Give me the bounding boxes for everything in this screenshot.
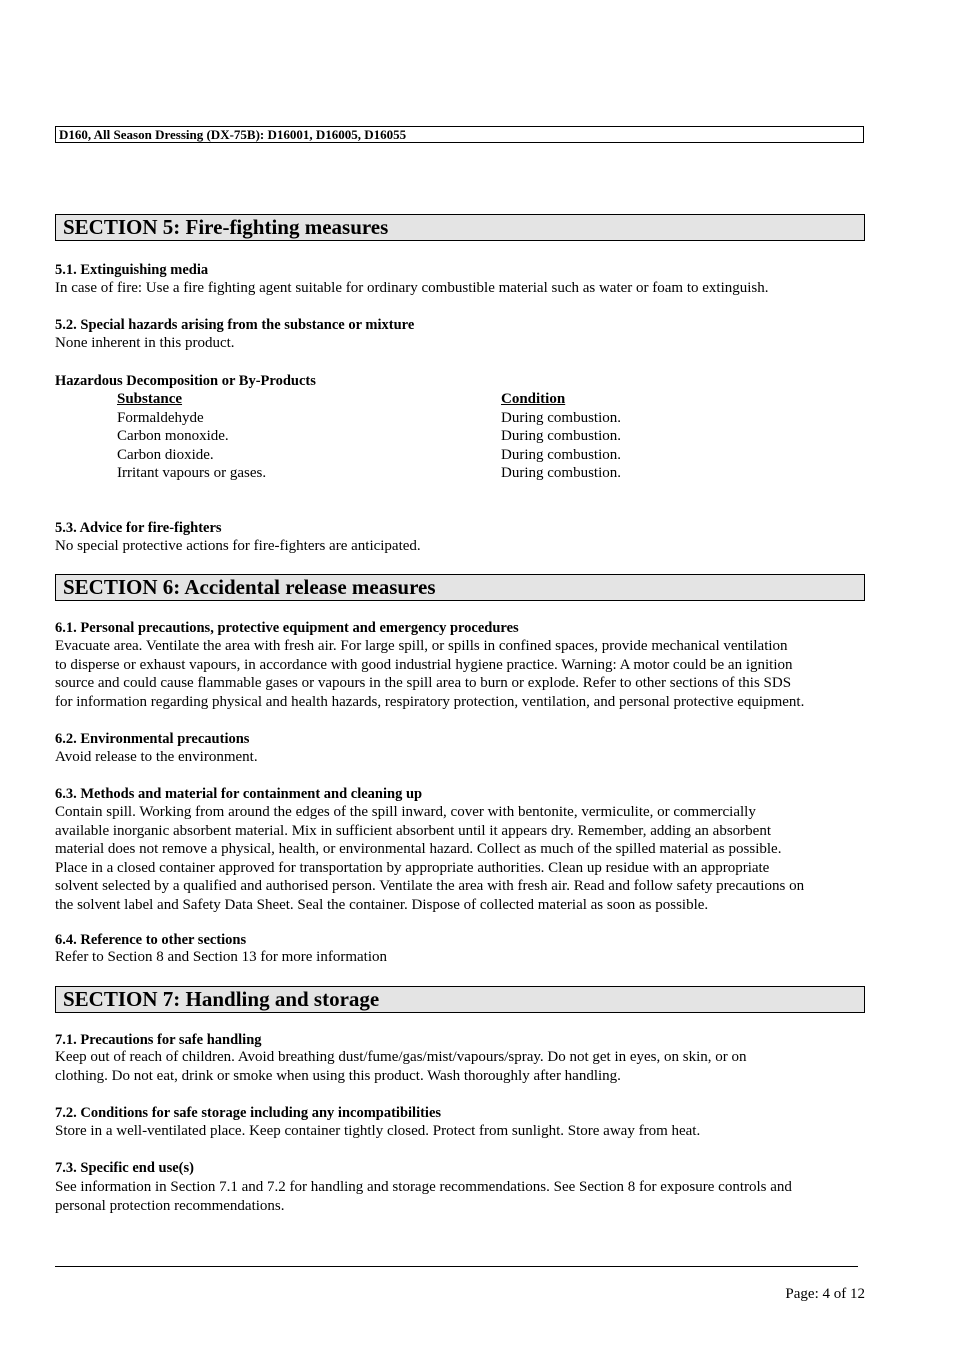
substance-cell: Formaldehyde xyxy=(117,409,204,426)
section-5-title: SECTION 5: Fire-fighting measures xyxy=(55,214,865,241)
text-line: Place in a closed container approved for transportation by appropriate authorities. Clean up residue with an appropriate xyxy=(55,859,770,876)
text-line: to disperse or exhaust vapours, in accordance with good industrial hygiene practice. Warning: A motor could be an ignition xyxy=(55,656,793,673)
heading-5-2: 5.2. Special hazards arising from the substance or mixture xyxy=(55,317,415,333)
table-header-row xyxy=(55,390,865,409)
text-line: for information regarding physical and health hazards, respiratory protection, ventilation, and personal protective equipment. xyxy=(55,693,805,710)
heading-6-4: 6.4. Reference to other sections xyxy=(55,932,247,948)
text-line: Contain spill. Working from around the edges of the spill inward, cover with bentonite, vermiculite, or commercially xyxy=(55,804,756,820)
column-header-substance: Substance xyxy=(117,391,183,407)
column-header-condition: Condition xyxy=(501,391,566,407)
text-line: material does not remove a physical, health, or environmental hazard. Collect as much of the spilled material as possible. xyxy=(55,841,782,857)
text-line: clothing. Do not eat, drink or smoke when using this product. Wash thoroughly after handling. xyxy=(55,1067,621,1084)
substance-cell: Irritant vapours or gases. xyxy=(117,465,267,481)
substance-cell: Carbon monoxide. xyxy=(117,428,229,444)
text-5-1: In case of fire: Use a fire fighting agent suitable for ordinary combustible material such as water or foam to extinguish. xyxy=(55,280,769,296)
text-7-3 xyxy=(55,1178,865,1215)
text-6-4: Refer to Section 8 and Section 13 for more information xyxy=(55,949,387,965)
heading-6-1: 6.1. Personal precautions, protective equipment and emergency procedures xyxy=(55,620,519,636)
page-number: Page: 4 of 12 xyxy=(785,1286,865,1302)
text-line: personal protection recommendations. xyxy=(55,1197,285,1214)
document-header: D160, All Season Dressing (DX-75B): D16001, D16005, D16055 xyxy=(55,126,864,143)
text-5-3: No special protective actions for fire-fighters are anticipated. xyxy=(55,538,421,554)
section-6-title: SECTION 6: Accidental release measures xyxy=(55,574,865,601)
heading-5-3: 5.3. Advice for fire-fighters xyxy=(55,520,222,536)
section-7-title: SECTION 7: Handling and storage xyxy=(55,986,865,1013)
text-6-1 xyxy=(55,637,865,711)
heading-7-2: 7.2. Conditions for safe storage including any incompatibilities xyxy=(55,1105,442,1121)
text-line: Keep out of reach of children. Avoid breathing dust/fume/gas/mist/vapours/spray. Do not get in eyes, on skin, or on xyxy=(55,1049,747,1065)
table-row xyxy=(55,427,865,446)
decomposition-table xyxy=(55,390,865,485)
condition-cell: During combustion. xyxy=(501,428,621,444)
text-line: solvent selected by a qualified and authorised person. Ventilate the area with fresh air. Read and follow safety precautions on xyxy=(55,878,805,894)
condition-cell: During combustion. xyxy=(501,409,621,426)
substance-cell: Carbon dioxide. xyxy=(117,446,214,463)
heading-hazardous-decomposition: Hazardous Decomposition or By-Products xyxy=(55,373,316,389)
text-line: available inorganic absorbent material. Mix in sufficient absorbent until it appears dry. Remember, adding an absorbent xyxy=(55,822,771,839)
condition-cell: During combustion. xyxy=(501,446,621,463)
heading-7-3: 7.3. Specific end use(s) xyxy=(55,1160,194,1176)
heading-6-3: 6.3. Methods and material for containment and cleaning up xyxy=(55,786,423,802)
heading-7-1: 7.1. Precautions for safe handling xyxy=(55,1032,262,1048)
table-row xyxy=(55,464,865,483)
heading-6-2: 6.2. Environmental precautions xyxy=(55,731,250,747)
condition-cell: During combustion. xyxy=(501,465,621,481)
text-7-2: Store in a well-ventilated place. Keep container tightly closed. Protect from sunlight. Store away from heat. xyxy=(55,1123,701,1139)
text-6-3 xyxy=(55,803,865,914)
text-6-2: Avoid release to the environment. xyxy=(55,749,258,765)
table-row xyxy=(55,409,865,428)
text-line: See information in Section 7.1 and 7.2 for handling and storage recommendations. See Section 8 for exposure controls and xyxy=(55,1179,792,1195)
text-5-2: None inherent in this product. xyxy=(55,335,235,351)
text-line: the solvent label and Safety Data Sheet. Seal the container. Dispose of collected material as soon as possible. xyxy=(55,896,709,913)
text-line: Evacuate area. Ventilate the area with fresh air. For large spill, or spills in confined spaces, provide mechanical ventilation xyxy=(55,638,788,654)
text-7-1 xyxy=(55,1048,865,1085)
heading-5-1: 5.1. Extinguishing media xyxy=(55,262,209,278)
text-line: source and could cause flammable gases or vapours in the spill area to burn or explode. Refer to other sections of this SDS xyxy=(55,675,792,691)
table-row xyxy=(55,446,865,465)
footer-divider xyxy=(55,1266,858,1267)
